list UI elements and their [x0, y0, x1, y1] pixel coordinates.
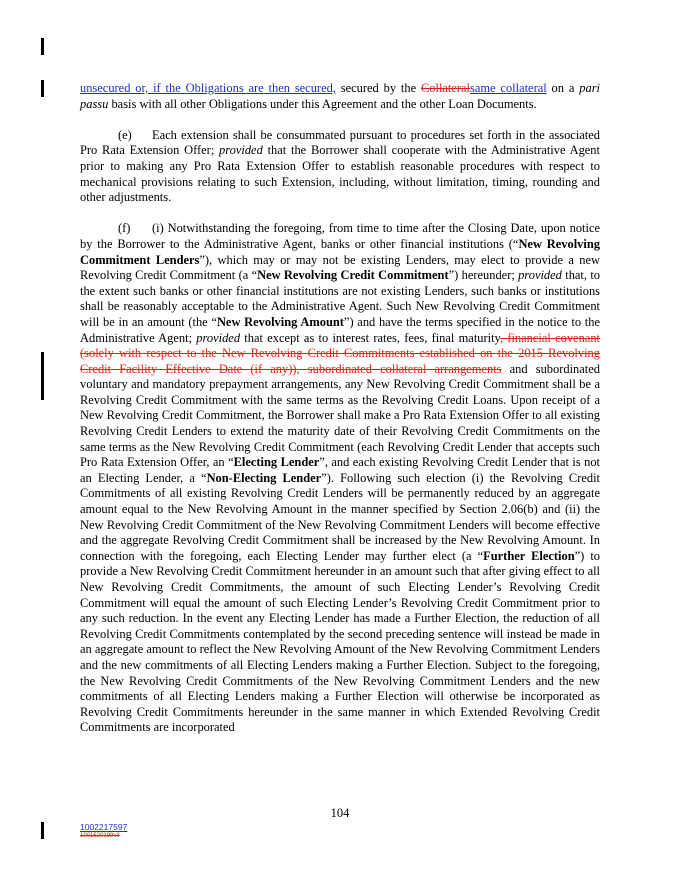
change-bar: [41, 822, 44, 839]
document-id: 1002217597: [80, 822, 128, 832]
paragraph-e: (e) Each extension shall be consummated pursuant to procedures set forth in the associated Pro Rata Extension Offer; provided that the Borrower shall cooperate with the Administrative Agent prior to making any Pro Rata Extension Offer to establish reasonable procedures with respect to mechanical provisions relating to such Extension, including, without limitation, timing, rounding and other adjustments.: [80, 127, 600, 205]
change-bar: [41, 38, 44, 55]
body-text: [80, 81, 600, 736]
page-number: 104: [330, 806, 350, 820]
document-footer: [80, 822, 127, 840]
paragraph-label: (f): [118, 221, 131, 236]
paragraph-label: (e): [118, 127, 132, 142]
deleted-text: , financial covenant (solely with respect to the New Revolving Credit Commitments established on the 2015 Revolving Credit Facility Effective Date (if any)), subordinated collateral arrangements: [80, 330, 600, 376]
inserted-text: same collateral: [470, 81, 547, 95]
paragraph-continuation: unsecured or, if the Obligations are then secured, secured by the Collateralsame collateral on a pari passu basis with all other Obligations under this Agreement and the other Loan Documents.: [80, 81, 600, 111]
inserted-text: unsecured or, if the Obligations are then secured,: [80, 81, 336, 95]
deleted-text: Collateral: [420, 81, 471, 95]
deleted-document-id: 1001520199v3: [80, 833, 120, 839]
change-bar: [41, 352, 44, 400]
change-bar: [41, 80, 44, 97]
paragraph-f: (f) (i) Notwithstanding the foregoing, from time to time after the Closing Date, upon notice by the Borrower to the Administrative Agent, banks or other financial institutions (“New Revolving Commitment Lenders”), which may or may not be existing Lenders, may elect to provide a new Revolving Credit Commitment (a “New Revolving Credit Commitment”) hereunder; provided that, to the extent such banks or other financial institutions are not existing Lenders, such banks or institutions shall be reasonably acceptable to the Administrative Agent. Such New Revolving Credit Commitment will be in an amount (the “New Revolving Amount”) and have the terms specified in the notice to the Administrative Agent; provided that except as to interest rates, fees, final maturity, financial covenant (solely with respect to the New Revolving Credit Commitments established on the 2015 Revolving Credit Facility Effective Date (if any)), subordinated collateral arrangements and subordinated voluntary and mandatory prepayment arrangements, any New Revolving Credit Commitment shall be a Revolving Credit Commitment with the same terms as the Revolving Credit Loans. Upon receipt of a New Revolving Credit Commitment, the Borrower shall make a Pro Rata Extension Offer to all existing Revolving Credit Lenders to extend the maturity date of their Revolving Credit Commitments on the same terms as the New Revolving Credit Commitment (each Revolving Credit Lender that accepts such Pro Rata Extension Offer, an “Electing Lender”, and each existing Revolving Credit Lender that is not an Electing Lender, a “Non-Electing Lender”). Following such election (i) the Revolving Credit Commitments of all existing Revolving Credit Lenders will be permanently reduced by an aggregate amount equal to the New Revolving Amount in the manner specified by Section 2.06(b) and (ii) the New Revolving Credit Commitment of the New Revolving Commitment Lenders will become effective and the aggregate Revolving Credit Commitment shall be increased by the New Revolving Amount. In connection with the foregoing, each Electing Lender may further elect (a “Further Election”) to provide a New Revolving Credit Commitment hereunder in an amount such that after giving effect to all New Revolving Credit Commitments, the amount of such Electing Lender’s Revolving Credit Commitment will equal the amount of such Electing Lender’s Revolving Credit Commitment prior to any such reduction. In the event any Electing Lender has made a Further Election, the reduction of all Revolving Credit Commitments contemplated by the second preceding sentence will instead be made in an aggregate amount to reflect the New Revolving Amount of the New Revolving Commitment Lenders and the new commitments of all Electing Lenders making a Further Election. Subject to the foregoing, the New Revolving Credit Commitments of the New Revolving Commitment Lenders and the new commitments of all Electing Lenders making a Further Election will otherwise be incorporated as Revolving Credit Commitments hereunder in the same manner in which Extended Revolving Credit Commitments are incorporated: [80, 221, 601, 735]
